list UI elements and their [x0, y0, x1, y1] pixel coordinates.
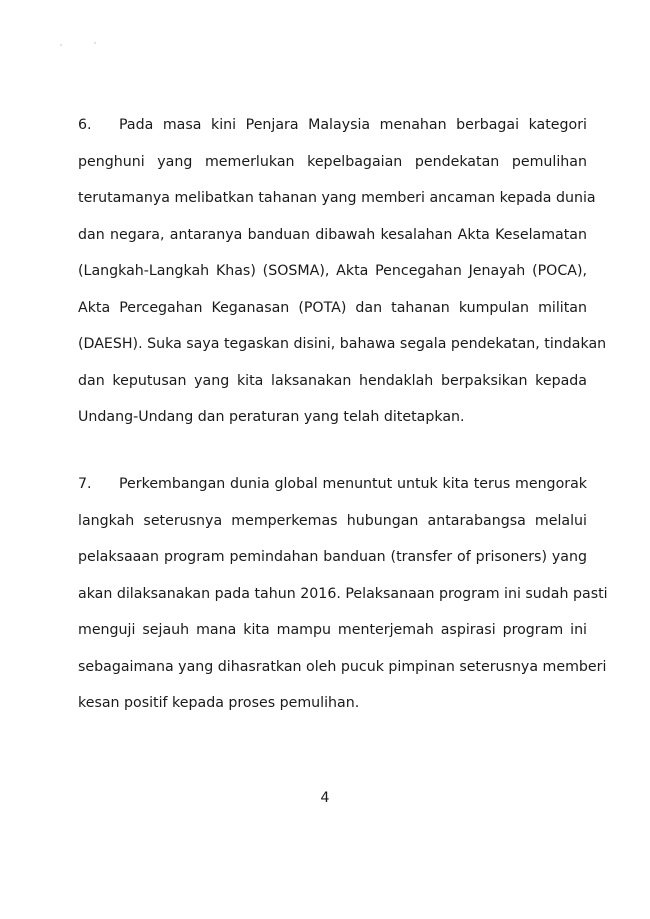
paragraph-6 [78, 115, 607, 444]
line-text: Pada masa kini Penjara Malaysia menahan berbagai kategori [119, 117, 587, 133]
paragraph-line [78, 115, 587, 152]
paragraph-line: pelaksaaan program pemindahan banduan (transfer of prisoners) yang [78, 549, 587, 565]
paragraph-line: Undang-Undang dan peraturan yang telah ditetapkan. [78, 409, 465, 425]
paragraph-line: langkah seterusnya memperkemas hubungan antarabangsa melalui [78, 512, 587, 529]
scan-speck [60, 44, 62, 46]
scan-speck [94, 42, 96, 44]
paragraph-line: akan dilaksanakan pada tahun 2016. Pelaksanaan program ini sudah pasti [78, 585, 608, 602]
paragraph-line: kesan positif kepada proses pemulihan. [78, 695, 360, 711]
paragraph-line: Akta Percegahan Keganasan (POTA) dan tahanan kumpulan militan [78, 299, 587, 316]
paragraph-line: (Langkah-Langkah Khas) (SOSMA), Akta Pencegahan Jenayah (POCA), [78, 263, 587, 279]
paragraph-line: sebagaimana yang dihasratkan oleh pucuk pimpinan seterusnya memberi [78, 658, 607, 675]
page-number: 4 [320, 790, 330, 806]
paragraph-line: (DAESH). Suka saya tegaskan disini, bahawa segala pendekatan, tindakan [78, 336, 607, 352]
paragraph-line: terutamanya melibatkan tahanan yang memberi ancaman kepada dunia [78, 190, 596, 206]
paragraph-line: dan keputusan yang kita laksanakan hendaklah berpaksikan kepada [78, 372, 587, 389]
paragraph-number: 6. [78, 117, 92, 133]
paragraph-line [78, 474, 587, 511]
paragraph-line: menguji sejauh mana kita mampu menterjemah aspirasi program ini [78, 622, 587, 638]
paragraph-line: penghuni yang memerlukan kepelbagaian pendekatan pemulihan [78, 153, 587, 170]
paragraph-number: 7. [78, 476, 92, 492]
paragraph-7 [78, 474, 608, 730]
paragraph-line: dan negara, antaranya banduan dibawah kesalahan Akta Keselamatan [78, 226, 587, 243]
line-text: Perkembangan dunia global menuntut untuk kita terus mengorak [119, 476, 587, 492]
